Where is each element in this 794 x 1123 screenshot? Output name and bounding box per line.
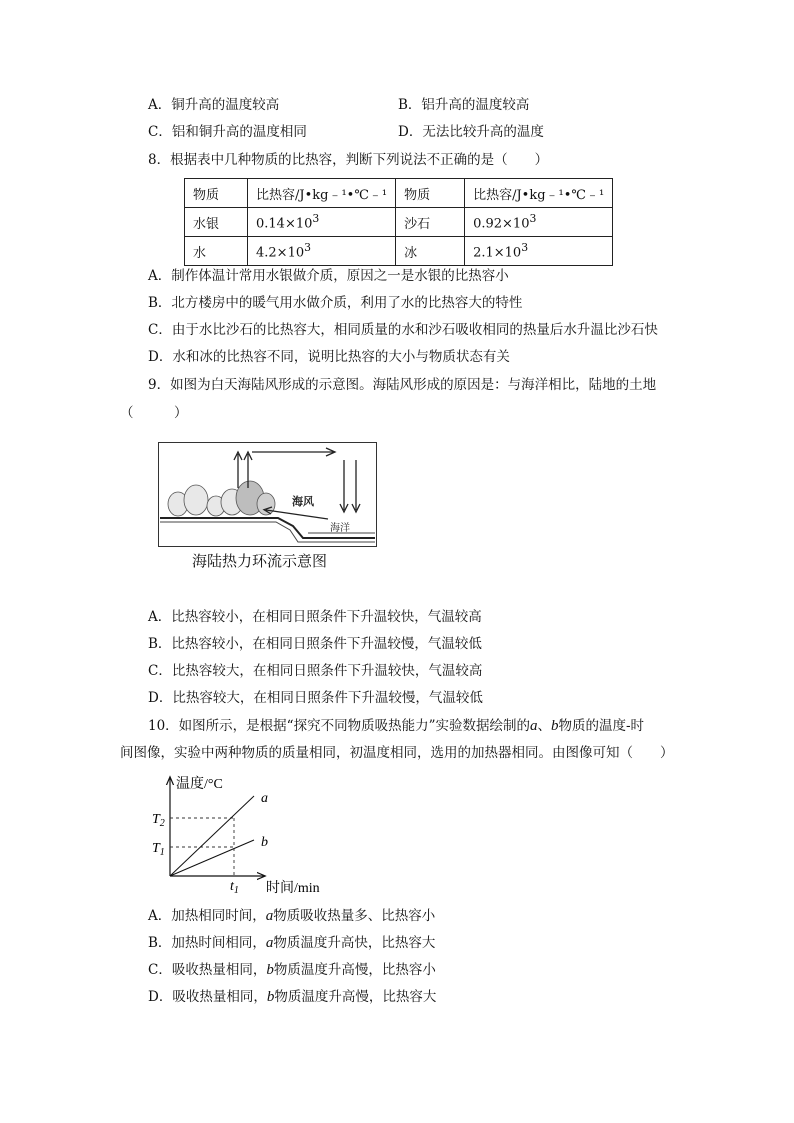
q7-option-a: A．铜升高的温度较高 bbox=[148, 97, 280, 113]
stem-text: 物质的温度-时 bbox=[558, 718, 645, 734]
value-base: 4.2×10 bbox=[256, 245, 305, 261]
specific-heat-table bbox=[184, 178, 613, 266]
sea-land-breeze-diagram bbox=[158, 442, 378, 548]
value-base: 0.92×10 bbox=[473, 216, 530, 232]
q9-stem: 9．如图为白天海陆风形成的示意图。海陆风形成的原因是：与海洋相比，陆地的土地 bbox=[148, 377, 657, 393]
q7-option-c: C．铝和铜升高的温度相同 bbox=[148, 124, 307, 140]
option-text: B．加热时间相同， bbox=[148, 935, 266, 951]
q9-option-d: D．比热容较大，在相同日照条件下升温较慢，气温较低 bbox=[148, 690, 483, 706]
option-variable: a bbox=[265, 908, 274, 924]
t1-tick-label: $T_1$ bbox=[152, 841, 165, 858]
value-base: 2.1×10 bbox=[473, 245, 522, 261]
table-header-row bbox=[185, 179, 613, 208]
sea-breeze-label: 海风 bbox=[292, 495, 314, 508]
option-text: 物质温度升高快，比热容大 bbox=[273, 935, 436, 951]
table-header-cell: 物质 bbox=[396, 179, 465, 208]
table-header-cell: 比热容/J•kg﹣¹•℃﹣¹ bbox=[248, 179, 396, 208]
option-text: D．吸收热量相同， bbox=[148, 989, 267, 1005]
table-header-cell: 物质 bbox=[185, 179, 248, 208]
q9-option-b: B．比热容较小，在相同日照条件下升温较慢，气温较低 bbox=[148, 636, 482, 652]
y-axis-label: 温度/°C bbox=[176, 777, 223, 792]
option-text: A．加热相同时间， bbox=[148, 908, 266, 924]
stem-text: 、 bbox=[537, 718, 551, 734]
temperature-time-graph bbox=[148, 772, 338, 896]
variable-b: b bbox=[550, 718, 559, 734]
stem-text: 10．如图所示，是根据“探究不同物质吸热能力”实验数据绘制的 bbox=[148, 718, 530, 734]
q7-option-b: B．铝升高的温度较高 bbox=[398, 97, 530, 113]
value-exponent: 3 bbox=[312, 212, 320, 226]
q9-option-a: A．比热容较小，在相同日照条件下升温较快，气温较高 bbox=[148, 609, 482, 625]
option-variable: a bbox=[265, 935, 274, 951]
q8-option-b: B．北方楼房中的暖气用水做介质，利用了水的比热容大的特性 bbox=[148, 295, 523, 311]
table-row bbox=[185, 208, 613, 237]
value-exponent: 3 bbox=[529, 212, 537, 226]
q10-option-b bbox=[148, 933, 435, 953]
time-tick-label: $t_1$ bbox=[230, 879, 239, 896]
table-cell bbox=[248, 237, 396, 266]
q10-option-a bbox=[148, 906, 435, 926]
table-cell: 冰 bbox=[396, 237, 465, 266]
value-exponent: 3 bbox=[304, 241, 311, 255]
table-cell bbox=[465, 208, 613, 237]
q8-stem: 8．根据表中几种物质的比热容，判断下列说法不正确的是（ ） bbox=[148, 152, 549, 168]
figure-caption: 海陆热力环流示意图 bbox=[192, 552, 328, 570]
option-variable: b bbox=[266, 962, 274, 978]
table-cell: 沙石 bbox=[396, 208, 465, 237]
q8-option-d: D．水和冰的比热容不同，说明比热容的大小与物质状态有关 bbox=[148, 349, 510, 365]
q9-answer-bracket: （ ） bbox=[120, 405, 188, 421]
table-cell: 水银 bbox=[185, 208, 248, 237]
table-cell bbox=[465, 237, 613, 266]
value-base: 0.14×10 bbox=[256, 216, 313, 232]
q10-option-d bbox=[148, 987, 436, 1007]
q9-option-c: C．比热容较大，在相同日照条件下升温较快，气温较高 bbox=[148, 663, 483, 679]
q8-option-c: C．由于水比沙石的比热容大，相同质量的水和沙石吸收相同的热量后水升温比沙石快 bbox=[148, 322, 658, 338]
q8-option-a: A．制作体温计常用水银做介质，原因之一是水银的比热容小 bbox=[148, 268, 509, 284]
line-b-label: b bbox=[261, 835, 268, 850]
option-text: C．吸收热量相同， bbox=[148, 962, 267, 978]
table-cell bbox=[248, 208, 396, 237]
table-header-cell: 比热容/J•kg﹣¹•℃﹣¹ bbox=[465, 179, 613, 208]
variable-a: a bbox=[529, 718, 538, 734]
table-cell: 水 bbox=[185, 237, 248, 266]
q7-option-d: D．无法比较升高的温度 bbox=[398, 124, 544, 140]
q10-stem-continued: 间图像，实验中两种物质的质量相同，初温度相同，选用的加热器相同。由图像可知（ ） bbox=[120, 745, 674, 761]
line-b bbox=[170, 840, 254, 876]
option-text: 物质温度升高慢，比热容大 bbox=[274, 989, 437, 1005]
value-exponent: 3 bbox=[521, 241, 529, 255]
x-axis-label: 时间/min bbox=[266, 881, 320, 896]
option-text: 物质温度升高慢，比热容小 bbox=[273, 962, 436, 978]
sea-label: 海洋 bbox=[330, 523, 350, 534]
q10-option-c bbox=[148, 960, 436, 980]
option-variable: b bbox=[266, 989, 275, 1005]
table-row bbox=[185, 237, 613, 266]
q10-stem bbox=[148, 716, 644, 736]
line-a bbox=[170, 796, 254, 876]
t2-tick-label: $T_2$ bbox=[152, 812, 165, 829]
line-a-label: a bbox=[261, 791, 268, 806]
option-text: 物质吸收热量多、比热容小 bbox=[273, 908, 436, 924]
